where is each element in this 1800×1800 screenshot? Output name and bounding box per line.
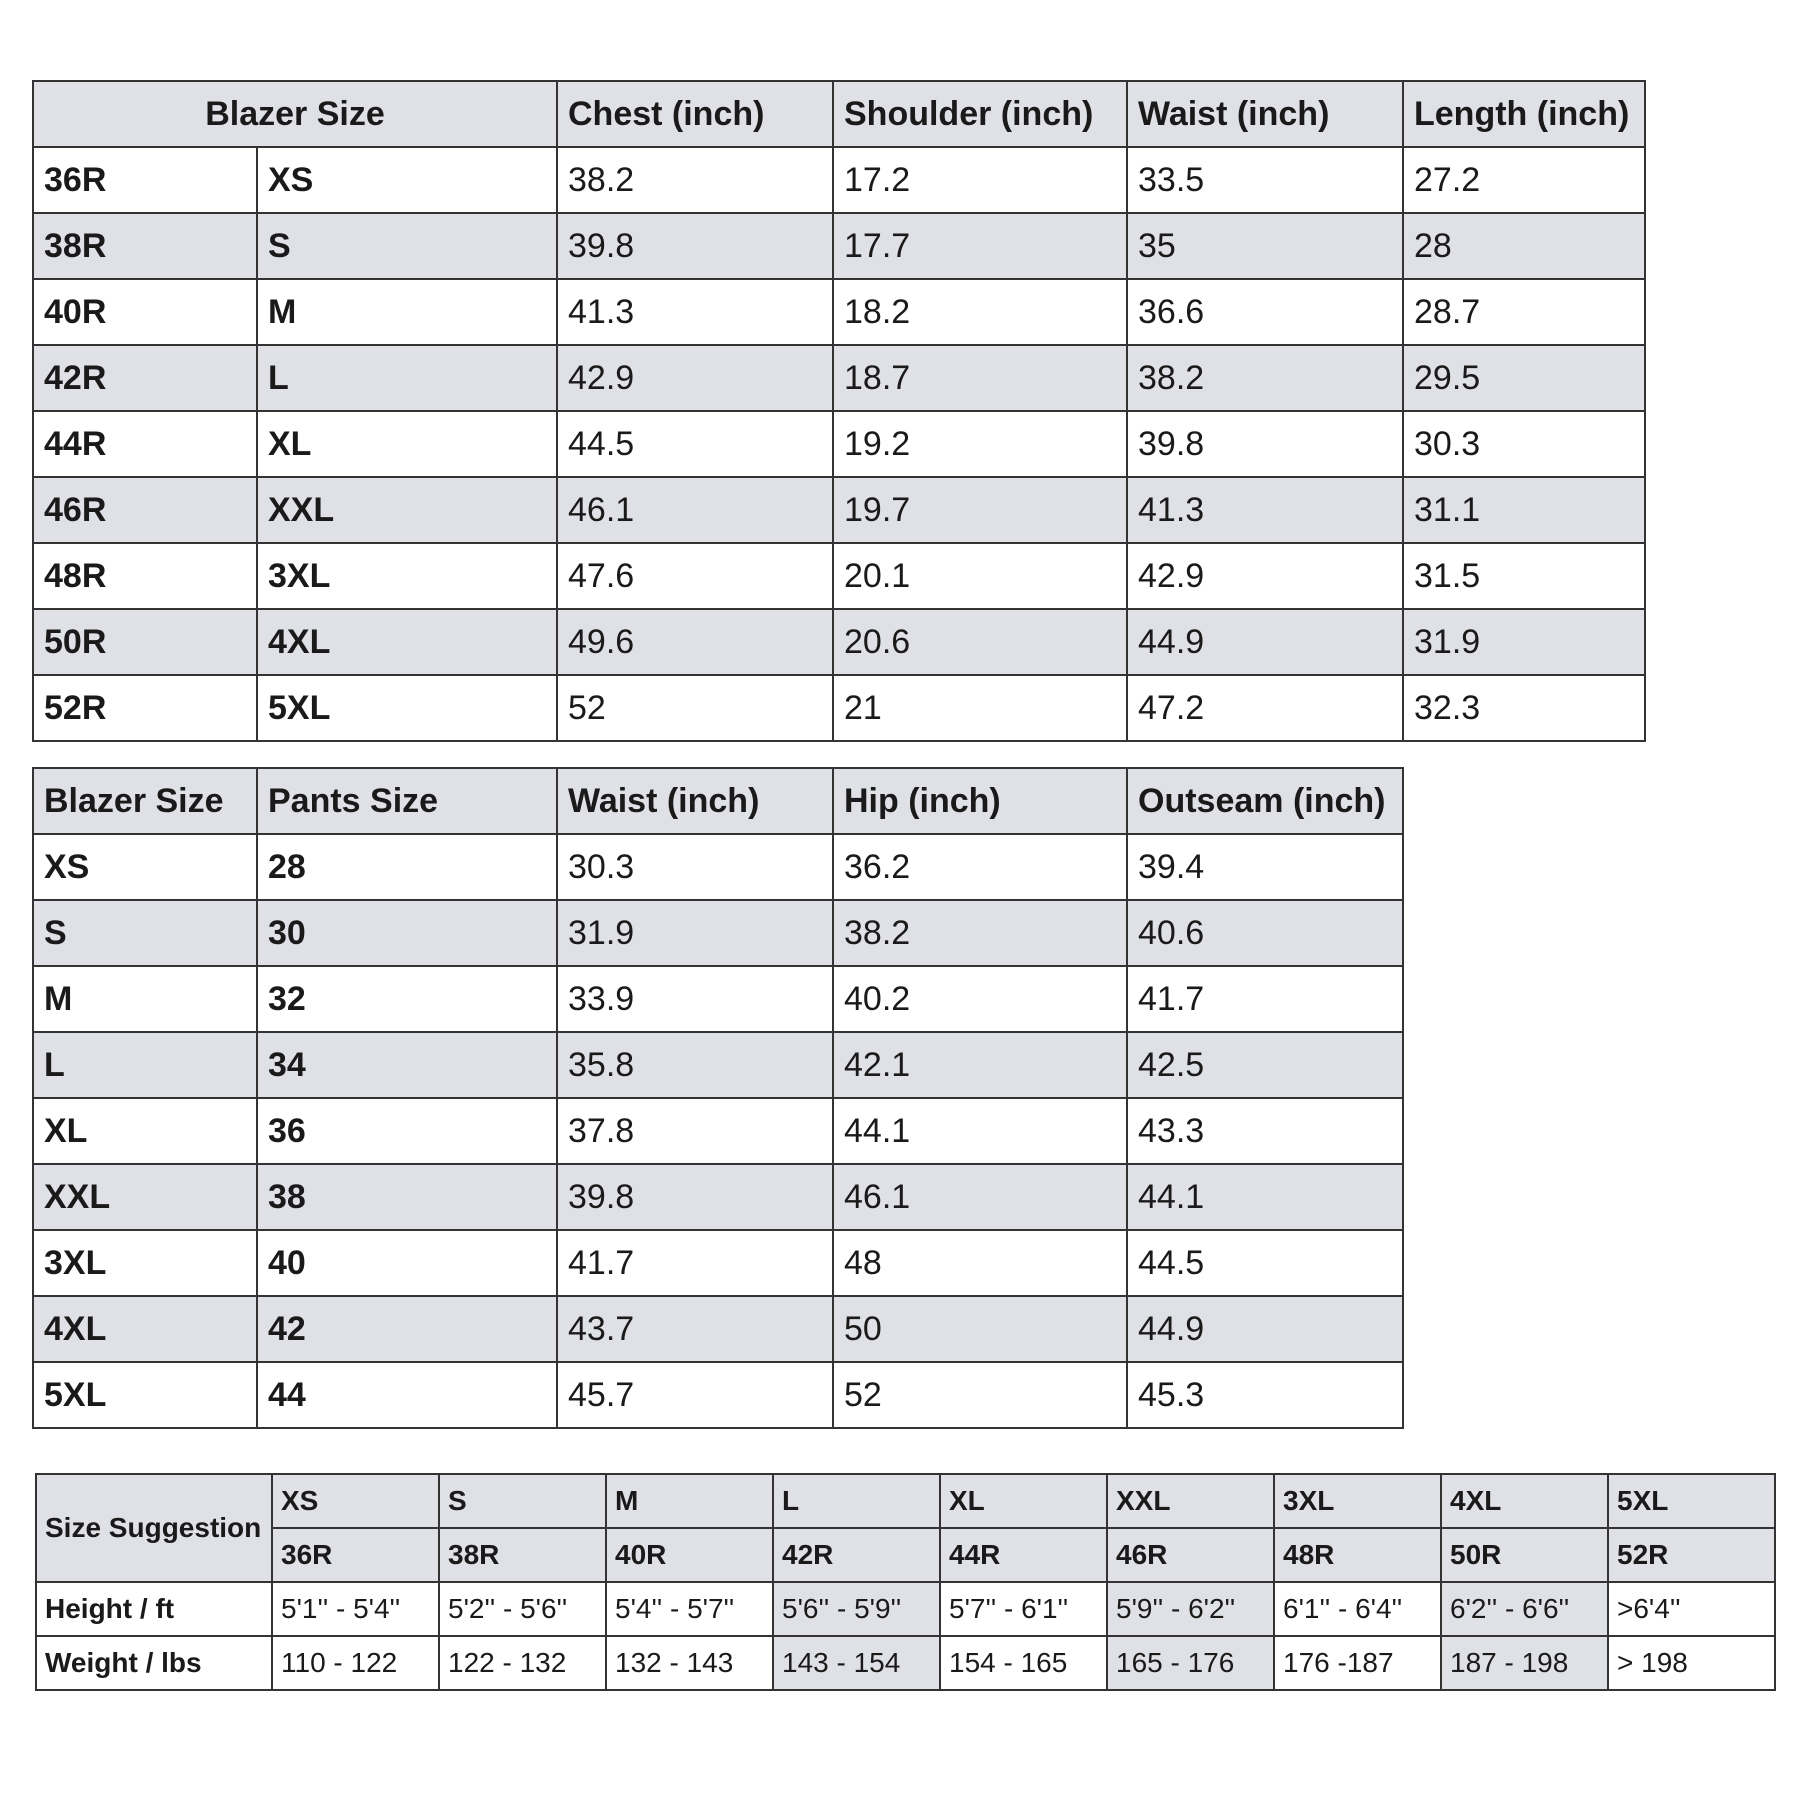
letter-size-cell: S <box>257 213 557 279</box>
waist-cell: 43.7 <box>557 1296 833 1362</box>
hip-cell: 44.1 <box>833 1098 1127 1164</box>
pants-size-cell: 42 <box>257 1296 557 1362</box>
letter-size-cell: M <box>257 279 557 345</box>
chest-cell: 44.5 <box>557 411 833 477</box>
shoulder-cell: 19.2 <box>833 411 1127 477</box>
height-cell: 5'6'' - 5'9'' <box>773 1582 940 1636</box>
chest-cell: 52 <box>557 675 833 741</box>
blazer-size-cell: 44R <box>33 411 257 477</box>
weight-cell: 110 - 122 <box>272 1636 439 1690</box>
shoulder-cell: 18.2 <box>833 279 1127 345</box>
outseam-cell: 43.3 <box>1127 1098 1403 1164</box>
hip-cell: 48 <box>833 1230 1127 1296</box>
chest-cell: 39.8 <box>557 213 833 279</box>
chest-cell: 47.6 <box>557 543 833 609</box>
outseam-cell: 41.7 <box>1127 966 1403 1032</box>
blazer-size-cell: 50R <box>1441 1528 1608 1582</box>
outseam-cell: 39.4 <box>1127 834 1403 900</box>
blazer-size-cell: 52R <box>33 675 257 741</box>
chest-header: Chest (inch) <box>557 81 833 147</box>
letter-size-cell: XL <box>940 1474 1107 1528</box>
weight-cell: 165 - 176 <box>1107 1636 1274 1690</box>
waist-cell: 39.8 <box>557 1164 833 1230</box>
waist-cell: 39.8 <box>1127 411 1403 477</box>
suggestion-weight-row <box>36 1636 1775 1690</box>
blazer-size-cell: 46R <box>1107 1528 1274 1582</box>
outseam-cell: 40.6 <box>1127 900 1403 966</box>
letter-size-cell: XS <box>272 1474 439 1528</box>
weight-cell: 154 - 165 <box>940 1636 1107 1690</box>
pants-size-header: Pants Size <box>257 768 557 834</box>
shoulder-cell: 20.1 <box>833 543 1127 609</box>
pants-size-cell: 36 <box>257 1098 557 1164</box>
chest-cell: 38.2 <box>557 147 833 213</box>
blazer-size-cell: S <box>33 900 257 966</box>
letter-size-cell: M <box>606 1474 773 1528</box>
table-row <box>33 543 1645 609</box>
height-label: Height / ft <box>36 1582 272 1636</box>
table-row <box>33 1362 1403 1428</box>
shoulder-cell: 20.6 <box>833 609 1127 675</box>
table-row <box>33 477 1645 543</box>
blazer-size-cell: 50R <box>33 609 257 675</box>
blazer-size-cell: 42R <box>33 345 257 411</box>
hip-cell: 42.1 <box>833 1032 1127 1098</box>
hip-cell: 52 <box>833 1362 1127 1428</box>
waist-cell: 37.8 <box>557 1098 833 1164</box>
hip-cell: 40.2 <box>833 966 1127 1032</box>
waist-cell: 33.9 <box>557 966 833 1032</box>
blazer-size-table <box>32 80 1646 742</box>
shoulder-cell: 19.7 <box>833 477 1127 543</box>
height-cell: 6'1'' - 6'4'' <box>1274 1582 1441 1636</box>
pants-size-cell: 34 <box>257 1032 557 1098</box>
letter-size-cell: XXL <box>257 477 557 543</box>
blazer-size-header: Blazer Size <box>33 81 557 147</box>
hip-header: Hip (inch) <box>833 768 1127 834</box>
table-row <box>33 1032 1403 1098</box>
outseam-cell: 44.5 <box>1127 1230 1403 1296</box>
height-cell: 5'4'' - 5'7'' <box>606 1582 773 1636</box>
table-row <box>33 609 1645 675</box>
outseam-cell: 45.3 <box>1127 1362 1403 1428</box>
length-cell: 31.5 <box>1403 543 1645 609</box>
blazer-size-cell: 38R <box>439 1528 606 1582</box>
blazer-table-header-row <box>33 81 1645 147</box>
blazer-size-cell: 5XL <box>33 1362 257 1428</box>
waist-cell: 30.3 <box>557 834 833 900</box>
blazer-size-cell: XL <box>33 1098 257 1164</box>
letter-size-cell: 5XL <box>257 675 557 741</box>
height-cell: 5'9'' - 6'2'' <box>1107 1582 1274 1636</box>
letter-size-cell: 3XL <box>1274 1474 1441 1528</box>
height-cell: 6'2'' - 6'6'' <box>1441 1582 1608 1636</box>
suggestion-height-row <box>36 1582 1775 1636</box>
length-cell: 28.7 <box>1403 279 1645 345</box>
blazer-size-cell: 48R <box>1274 1528 1441 1582</box>
suggestion-letter-row <box>36 1474 1775 1528</box>
letter-size-cell: XL <box>257 411 557 477</box>
letter-size-cell: S <box>439 1474 606 1528</box>
blazer-size-cell: 42R <box>773 1528 940 1582</box>
blazer-size-cell: 3XL <box>33 1230 257 1296</box>
table-row <box>33 411 1645 477</box>
weight-cell: 176 -187 <box>1274 1636 1441 1690</box>
blazer-size-cell: XS <box>33 834 257 900</box>
table-row <box>33 900 1403 966</box>
length-cell: 31.1 <box>1403 477 1645 543</box>
table-row <box>33 147 1645 213</box>
pants-size-table <box>32 767 1404 1429</box>
blazer-size-header: Blazer Size <box>33 768 257 834</box>
hip-cell: 36.2 <box>833 834 1127 900</box>
blazer-size-cell: M <box>33 966 257 1032</box>
blazer-size-cell: XXL <box>33 1164 257 1230</box>
blazer-size-cell: 40R <box>606 1528 773 1582</box>
waist-cell: 35.8 <box>557 1032 833 1098</box>
blazer-size-cell: 46R <box>33 477 257 543</box>
waist-cell: 35 <box>1127 213 1403 279</box>
waist-cell: 41.3 <box>1127 477 1403 543</box>
table-row <box>33 279 1645 345</box>
length-cell: 27.2 <box>1403 147 1645 213</box>
blazer-size-cell: L <box>33 1032 257 1098</box>
table-row <box>33 1296 1403 1362</box>
hip-cell: 38.2 <box>833 900 1127 966</box>
waist-header: Waist (inch) <box>1127 81 1403 147</box>
waist-cell: 42.9 <box>1127 543 1403 609</box>
size-suggestion-table <box>35 1473 1776 1691</box>
hip-cell: 46.1 <box>833 1164 1127 1230</box>
outseam-header: Outseam (inch) <box>1127 768 1403 834</box>
chest-cell: 41.3 <box>557 279 833 345</box>
waist-cell: 45.7 <box>557 1362 833 1428</box>
pants-size-cell: 28 <box>257 834 557 900</box>
length-cell: 32.3 <box>1403 675 1645 741</box>
table-row <box>33 966 1403 1032</box>
weight-cell: > 198 <box>1608 1636 1775 1690</box>
pants-size-cell: 32 <box>257 966 557 1032</box>
waist-cell: 44.9 <box>1127 609 1403 675</box>
letter-size-cell: 5XL <box>1608 1474 1775 1528</box>
length-cell: 31.9 <box>1403 609 1645 675</box>
blazer-size-cell: 38R <box>33 213 257 279</box>
waist-header: Waist (inch) <box>557 768 833 834</box>
letter-size-cell: XXL <box>1107 1474 1274 1528</box>
height-cell: 5'7'' - 6'1'' <box>940 1582 1107 1636</box>
weight-cell: 143 - 154 <box>773 1636 940 1690</box>
suggestion-blazer-row <box>36 1528 1775 1582</box>
waist-cell: 31.9 <box>557 900 833 966</box>
blazer-size-cell: 36R <box>272 1528 439 1582</box>
length-cell: 30.3 <box>1403 411 1645 477</box>
letter-size-cell: 3XL <box>257 543 557 609</box>
waist-cell: 36.6 <box>1127 279 1403 345</box>
letter-size-cell: 4XL <box>1441 1474 1608 1528</box>
letter-size-cell: L <box>773 1474 940 1528</box>
letter-size-cell: L <box>257 345 557 411</box>
blazer-size-cell: 48R <box>33 543 257 609</box>
length-cell: 29.5 <box>1403 345 1645 411</box>
chest-cell: 42.9 <box>557 345 833 411</box>
blazer-size-cell: 44R <box>940 1528 1107 1582</box>
length-header: Length (inch) <box>1403 81 1645 147</box>
chest-cell: 46.1 <box>557 477 833 543</box>
height-cell: 5'2'' - 5'6'' <box>439 1582 606 1636</box>
outseam-cell: 44.1 <box>1127 1164 1403 1230</box>
pants-table-header-row <box>33 768 1403 834</box>
height-cell: >6'4'' <box>1608 1582 1775 1636</box>
shoulder-header: Shoulder (inch) <box>833 81 1127 147</box>
letter-size-cell: XS <box>257 147 557 213</box>
shoulder-cell: 21 <box>833 675 1127 741</box>
shoulder-cell: 17.2 <box>833 147 1127 213</box>
chest-cell: 49.6 <box>557 609 833 675</box>
waist-cell: 38.2 <box>1127 345 1403 411</box>
blazer-size-cell: 4XL <box>33 1296 257 1362</box>
waist-cell: 41.7 <box>557 1230 833 1296</box>
weight-cell: 132 - 143 <box>606 1636 773 1690</box>
pants-size-cell: 30 <box>257 900 557 966</box>
table-row <box>33 834 1403 900</box>
weight-cell: 122 - 132 <box>439 1636 606 1690</box>
weight-label: Weight / lbs <box>36 1636 272 1690</box>
blazer-size-cell: 40R <box>33 279 257 345</box>
table-row <box>33 1230 1403 1296</box>
table-row <box>33 213 1645 279</box>
length-cell: 28 <box>1403 213 1645 279</box>
pants-size-cell: 44 <box>257 1362 557 1428</box>
outseam-cell: 42.5 <box>1127 1032 1403 1098</box>
pants-size-cell: 40 <box>257 1230 557 1296</box>
size-suggestion-title: Size Suggestion <box>36 1474 272 1582</box>
waist-cell: 33.5 <box>1127 147 1403 213</box>
blazer-size-cell: 52R <box>1608 1528 1775 1582</box>
table-row <box>33 345 1645 411</box>
shoulder-cell: 18.7 <box>833 345 1127 411</box>
table-row <box>33 1098 1403 1164</box>
table-row <box>33 675 1645 741</box>
letter-size-cell: 4XL <box>257 609 557 675</box>
hip-cell: 50 <box>833 1296 1127 1362</box>
table-row <box>33 1164 1403 1230</box>
weight-cell: 187 - 198 <box>1441 1636 1608 1690</box>
height-cell: 5'1'' - 5'4'' <box>272 1582 439 1636</box>
outseam-cell: 44.9 <box>1127 1296 1403 1362</box>
shoulder-cell: 17.7 <box>833 213 1127 279</box>
waist-cell: 47.2 <box>1127 675 1403 741</box>
pants-size-cell: 38 <box>257 1164 557 1230</box>
blazer-size-cell: 36R <box>33 147 257 213</box>
